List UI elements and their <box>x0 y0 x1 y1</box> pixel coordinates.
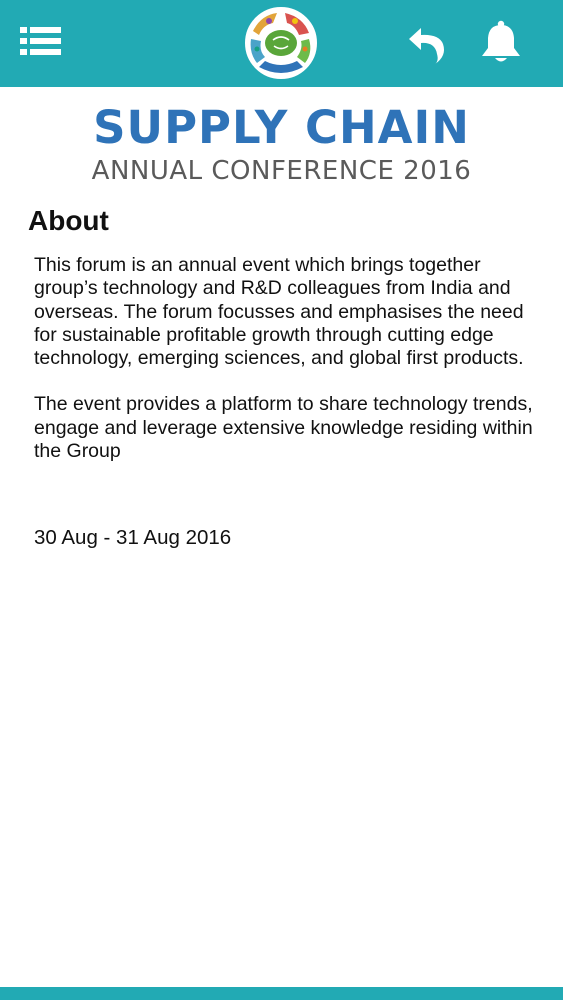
notifications-button[interactable] <box>478 18 524 66</box>
bell-icon <box>478 18 524 66</box>
back-button[interactable] <box>405 24 449 64</box>
bottom-bar <box>0 987 563 1000</box>
circular-event-logo <box>247 9 315 77</box>
event-logo <box>245 7 317 79</box>
menu-button[interactable] <box>19 23 63 59</box>
banner-subtitle: ANNUAL CONFERENCE 2016 <box>91 156 472 186</box>
about-paragraph: The event provides a platform to share technology trends, engage and leverage extensive knowledge residing within the Group <box>34 393 533 463</box>
about-paragraph: This forum is an annual event which brings together group’s technology and R&D colleagues from India and overseas. The forum focusses and emphasises the need for sustainable profitable growth through cutting edge technology, emerging sciences, and global first products. <box>34 254 524 370</box>
banner-title: SUPPLY CHAIN <box>93 101 470 154</box>
app-header <box>0 0 563 87</box>
undo-arrow-icon <box>405 24 449 64</box>
list-menu-icon <box>19 23 63 59</box>
event-date: 30 Aug - 31 Aug 2016 <box>34 526 232 549</box>
about-heading: About <box>28 205 109 236</box>
conference-banner <box>0 100 563 192</box>
about-description <box>34 254 534 486</box>
